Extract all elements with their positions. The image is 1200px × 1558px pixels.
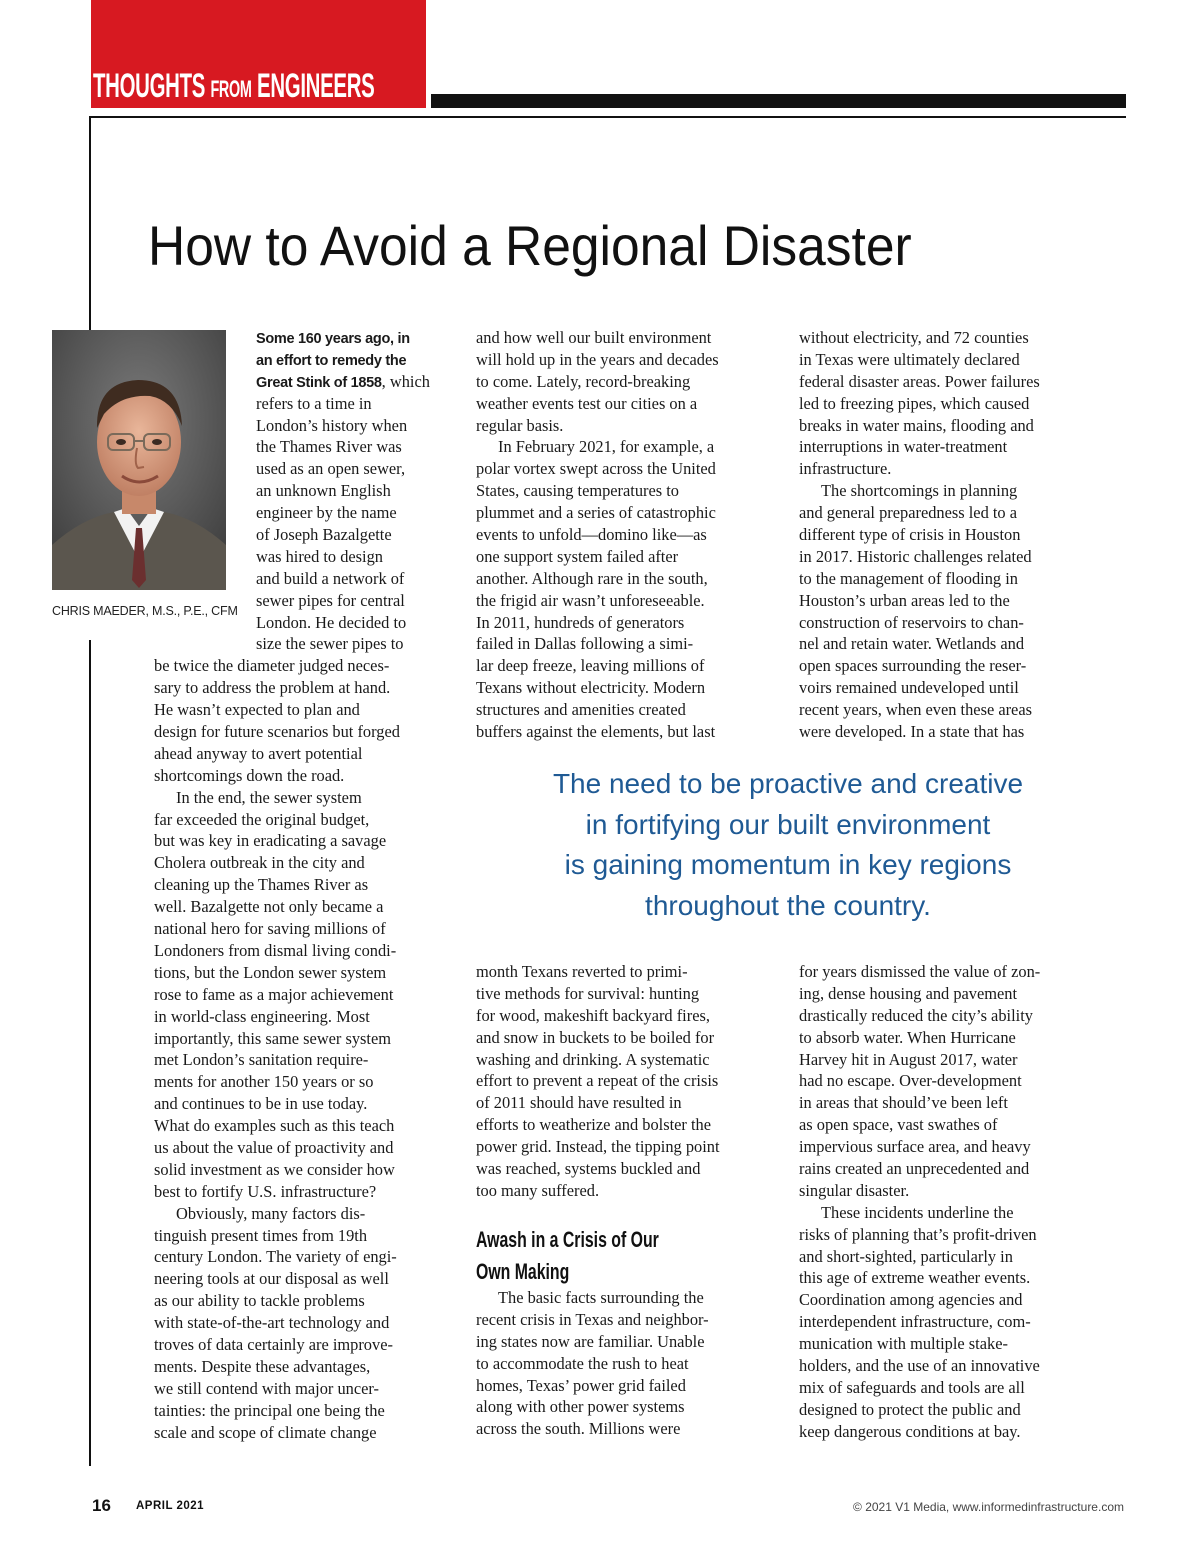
text-line: be twice the diameter judged neces- [154,656,390,676]
text-line: shortcomings down the road. [154,765,345,785]
text-line: munication with multiple stake- [799,1334,1008,1354]
pull-quote-line: The need to be proactive and creative [552,768,1024,799]
text-line: breaks in water mains, flooding and [799,415,1034,435]
page-number: 16 [92,1496,111,1515]
text-line: lar deep freeze, leaving millions of [476,656,705,676]
text-line: and how well our built environment [476,328,712,347]
text-line: as our ability to tackle problems [154,1291,365,1311]
pull-quote-line: in fortifying our built environment [585,808,991,840]
text-line: polar vortex swept across the United [476,459,716,479]
text-line: sary to address the problem at hand. [154,678,391,698]
text-line: and general preparedness led to a [799,503,1017,523]
text-line: led to freezing pipes, which caused [799,393,1030,413]
text-line: structures and amenities created [476,700,686,720]
text-line: recent years, when even these areas [799,700,1032,720]
text-line: size the sewer pipes to [256,634,404,654]
header-rule [431,94,1126,108]
text-line: risks of planning that’s profit-driven [799,1224,1037,1244]
section-label-word-1: THOUGHTS [93,67,206,105]
text-line: were developed. In a state that has [799,722,1025,742]
text-line: tinguish present times from 19th [154,1225,368,1245]
section-label-word-3: ENGINEERS [257,67,375,105]
text-line: States, causing temperatures to [476,481,680,501]
text-line: singular disaster. [799,1180,910,1200]
text-line: scale and scope of climate change [154,1422,377,1442]
lead-line [154,327,454,349]
text-line: tive methods for survival: hunting [476,983,700,1003]
text-line: with state-of-the-art technology and [154,1313,390,1333]
column-2-after-subhead [476,1287,781,1440]
text-line: the frigid air wasn’t unforeseeable. [476,590,705,610]
text-line: Cholera outbreak in the city and [154,853,365,873]
text-line: was hired to design [256,546,384,566]
frame-left-rule [89,116,91,1466]
text-line: regular basis. [476,415,564,435]
text-line: one support system failed after [476,546,679,566]
text-line: and snow in buckets to be boiled for [476,1027,715,1047]
text-line: recent crisis in Texas and neighbor- [476,1309,709,1329]
text-line: us about the value of proactivity and [154,1137,394,1157]
text-line: weather events test our cities on a [476,393,698,413]
text-line: ing states now are familiar. Unable [476,1331,705,1351]
text-line: Londoners from dismal living condi- [154,940,397,960]
text-line: and build a network of [256,568,405,588]
pull-quote-line: is gaining momentum in key regions [564,849,1012,880]
text-line: across the south. Millions were [476,1419,681,1439]
text-line: but was key in eradicating a savage [154,831,387,851]
text-line: the Thames River was [256,437,402,457]
column-3-top [799,327,1104,743]
text-line: He wasn’t expected to plan and [154,700,360,720]
text-line: met London’s sanitation require- [154,1050,369,1070]
text-line: different type of crisis in Houston [799,525,1021,545]
text-line: drastically reduced the city’s ability [799,1005,1033,1025]
column-2-top [476,327,781,743]
column-1 [154,327,454,1443]
text-line: an unknown English [256,481,391,501]
text-line: Coordination among agencies and [799,1290,1023,1310]
text-line: ments. Despite these advantages, [154,1356,371,1376]
text-line: as open space, vast swathes of [799,1115,998,1135]
text-line: for wood, makeshift backyard fires, [476,1005,710,1025]
text-line: What do examples such as this teach [154,1116,395,1136]
text-line: power grid. Instead, the tipping point [476,1137,720,1157]
text-line: plummet and a series of catastrophic [476,503,716,523]
text-line: without electricity, and 72 counties [799,328,1029,347]
subhead-line: Own Making [476,1259,570,1284]
text-line: In 2011, hundreds of generators [476,612,685,632]
text-line: London. He decided to [256,612,407,632]
column-2-bottom [476,961,781,1202]
text-line: In February 2021, for example, a [498,437,715,457]
text-line: Houston’s urban areas led to the [799,590,1010,610]
text-line: Texans without electricity. Modern [476,678,706,698]
lead-tail-text: , which [381,371,430,391]
text-line: sewer pipes for central [256,590,405,610]
copyright-notice: © 2021 V1 Media, www.informedinfrastructure.com [853,1500,1124,1514]
text-line: Obviously, many factors dis- [176,1203,366,1223]
column-3-bottom [799,961,1104,1443]
text-line: mix of safeguards and tools are all [799,1377,1025,1397]
text-line: will hold up in the years and decades [476,349,719,369]
text-line: effort to prevent a repeat of the crisis [476,1071,719,1091]
text-line: The shortcomings in planning [821,481,1018,501]
text-line: engineer by the name [256,503,397,523]
text-line: importantly, this same sewer system [154,1028,392,1048]
text-line: to accommodate the rush to heat [476,1353,689,1373]
author-caption: CHRIS MAEDER, M.S., P.E., CFM [52,604,238,618]
text-line: These incidents underline the [821,1202,1014,1222]
text-line: interdependent infrastructure, com- [799,1312,1031,1332]
text-line: used as an open sewer, [256,459,406,479]
lead-line [154,349,454,371]
text-line: tions, but the London sewer system [154,962,387,982]
section-label [93,64,374,108]
text-line: neering tools at our disposal as well [154,1269,389,1289]
pull-quote [476,764,1100,926]
text-line: Harvey hit in August 2017, water [799,1049,1018,1069]
text-line: national hero for saving millions of [154,919,386,939]
text-line: The basic facts surrounding the [498,1288,704,1307]
text-line: another. Although rare in the south, [476,568,708,588]
text-line: well. Bazalgette not only became a [154,897,384,917]
text-line: events to unfold—domino like—as [476,525,707,545]
text-line: in world-class engineering. Most [154,1006,370,1026]
text-line: along with other power systems [476,1397,685,1417]
text-line: in areas that should’ve been left [799,1093,1008,1113]
text-line: century London. The variety of engi- [154,1247,397,1267]
text-line: rains created an unprecedented and [799,1159,1030,1179]
lead-text: Some 160 years ago, in [256,331,410,347]
text-line: this age of extreme weather events. [799,1268,1031,1288]
text-line: tainties: the principal one being the [154,1400,385,1420]
text-line: London’s history when [256,415,408,435]
text-line: in 2017. Historic challenges related [799,546,1032,566]
text-line: failed in Dallas following a simi- [476,634,694,654]
text-line: solid investment as we consider how [154,1159,395,1179]
text-line: washing and drinking. A systematic [476,1049,710,1069]
text-line: had no escape. Over-development [799,1071,1022,1091]
text-line: far exceeded the original budget, [154,809,370,829]
text-line: federal disaster areas. Power failures [799,371,1040,391]
subhead [476,1224,730,1288]
text-line: to the management of flooding in [799,568,1018,588]
section-label-word-2: FROM [210,76,252,103]
text-line: design for future scenarios but forged [154,722,400,742]
text-line: in Texas were ultimately declared [799,349,1020,369]
text-line: to come. Lately, record-breaking [476,371,691,391]
text-line: cleaning up the Thames River as [154,875,369,895]
text-line: interruptions in water-treatment [799,437,1008,457]
lead-text: an effort to remedy the [256,352,407,369]
text-line: and continues to be in use today. [154,1094,368,1114]
text-line: ments for another 150 years or so [154,1072,374,1092]
text-line: we still contend with major uncer- [154,1378,379,1398]
text-line: efforts to weatherize and bolster the [476,1115,711,1135]
issue-date: APRIL 2021 [136,1500,205,1512]
text-line: infrastructure. [799,459,892,479]
lead-text: Great Stink of 1858 [256,374,382,391]
text-line: troves of data certainly are improve- [154,1334,393,1354]
text-line: holders, and the use of an innovative [799,1356,1040,1376]
text-line: keep dangerous conditions at bay. [799,1421,1021,1441]
article-headline: How to Avoid a Regional Disaster [148,214,912,277]
text-line: homes, Texas’ power grid failed [476,1375,686,1395]
text-line: best to fortify U.S. infrastructure? [154,1181,377,1201]
text-line: and short-sighted, particularly in [799,1246,1013,1266]
text-line: of 2011 should have resulted in [476,1093,682,1113]
text-line: refers to a time in [256,393,372,413]
text-line: ing, dense housing and pavement [799,983,1018,1003]
text-line: was reached, systems buckled and [476,1159,701,1179]
text-line: construction of reservoirs to chan- [799,612,1024,632]
text-line: month Texans reverted to primi- [476,962,688,981]
pull-quote-line: throughout the country. [645,889,931,921]
text-line: of Joseph Bazalgette [256,525,392,545]
column-1-body [154,393,454,1444]
subhead-line: Awash in a Crisis of Our [476,1227,659,1252]
text-line: to absorb water. When Hurricane [799,1027,1016,1047]
text-line: voirs remained undeveloped until [799,678,1019,698]
lead-line [154,371,454,393]
frame-top-rule [89,116,1126,118]
text-line: open spaces surrounding the reser- [799,656,1027,676]
text-line: buffers against the elements, but last [476,722,716,742]
text-line: for years dismissed the value of zon- [799,962,1041,981]
text-line: nel and retain water. Wetlands and [799,634,1025,654]
text-line: rose to fame as a major achievement [154,984,394,1004]
text-line: ahead anyway to avert potential [154,743,363,763]
text-line: too many suffered. [476,1180,600,1200]
text-line: designed to protect the public and [799,1399,1021,1419]
text-line: In the end, the sewer system [176,787,362,807]
text-line: impervious surface area, and heavy [799,1137,1031,1157]
